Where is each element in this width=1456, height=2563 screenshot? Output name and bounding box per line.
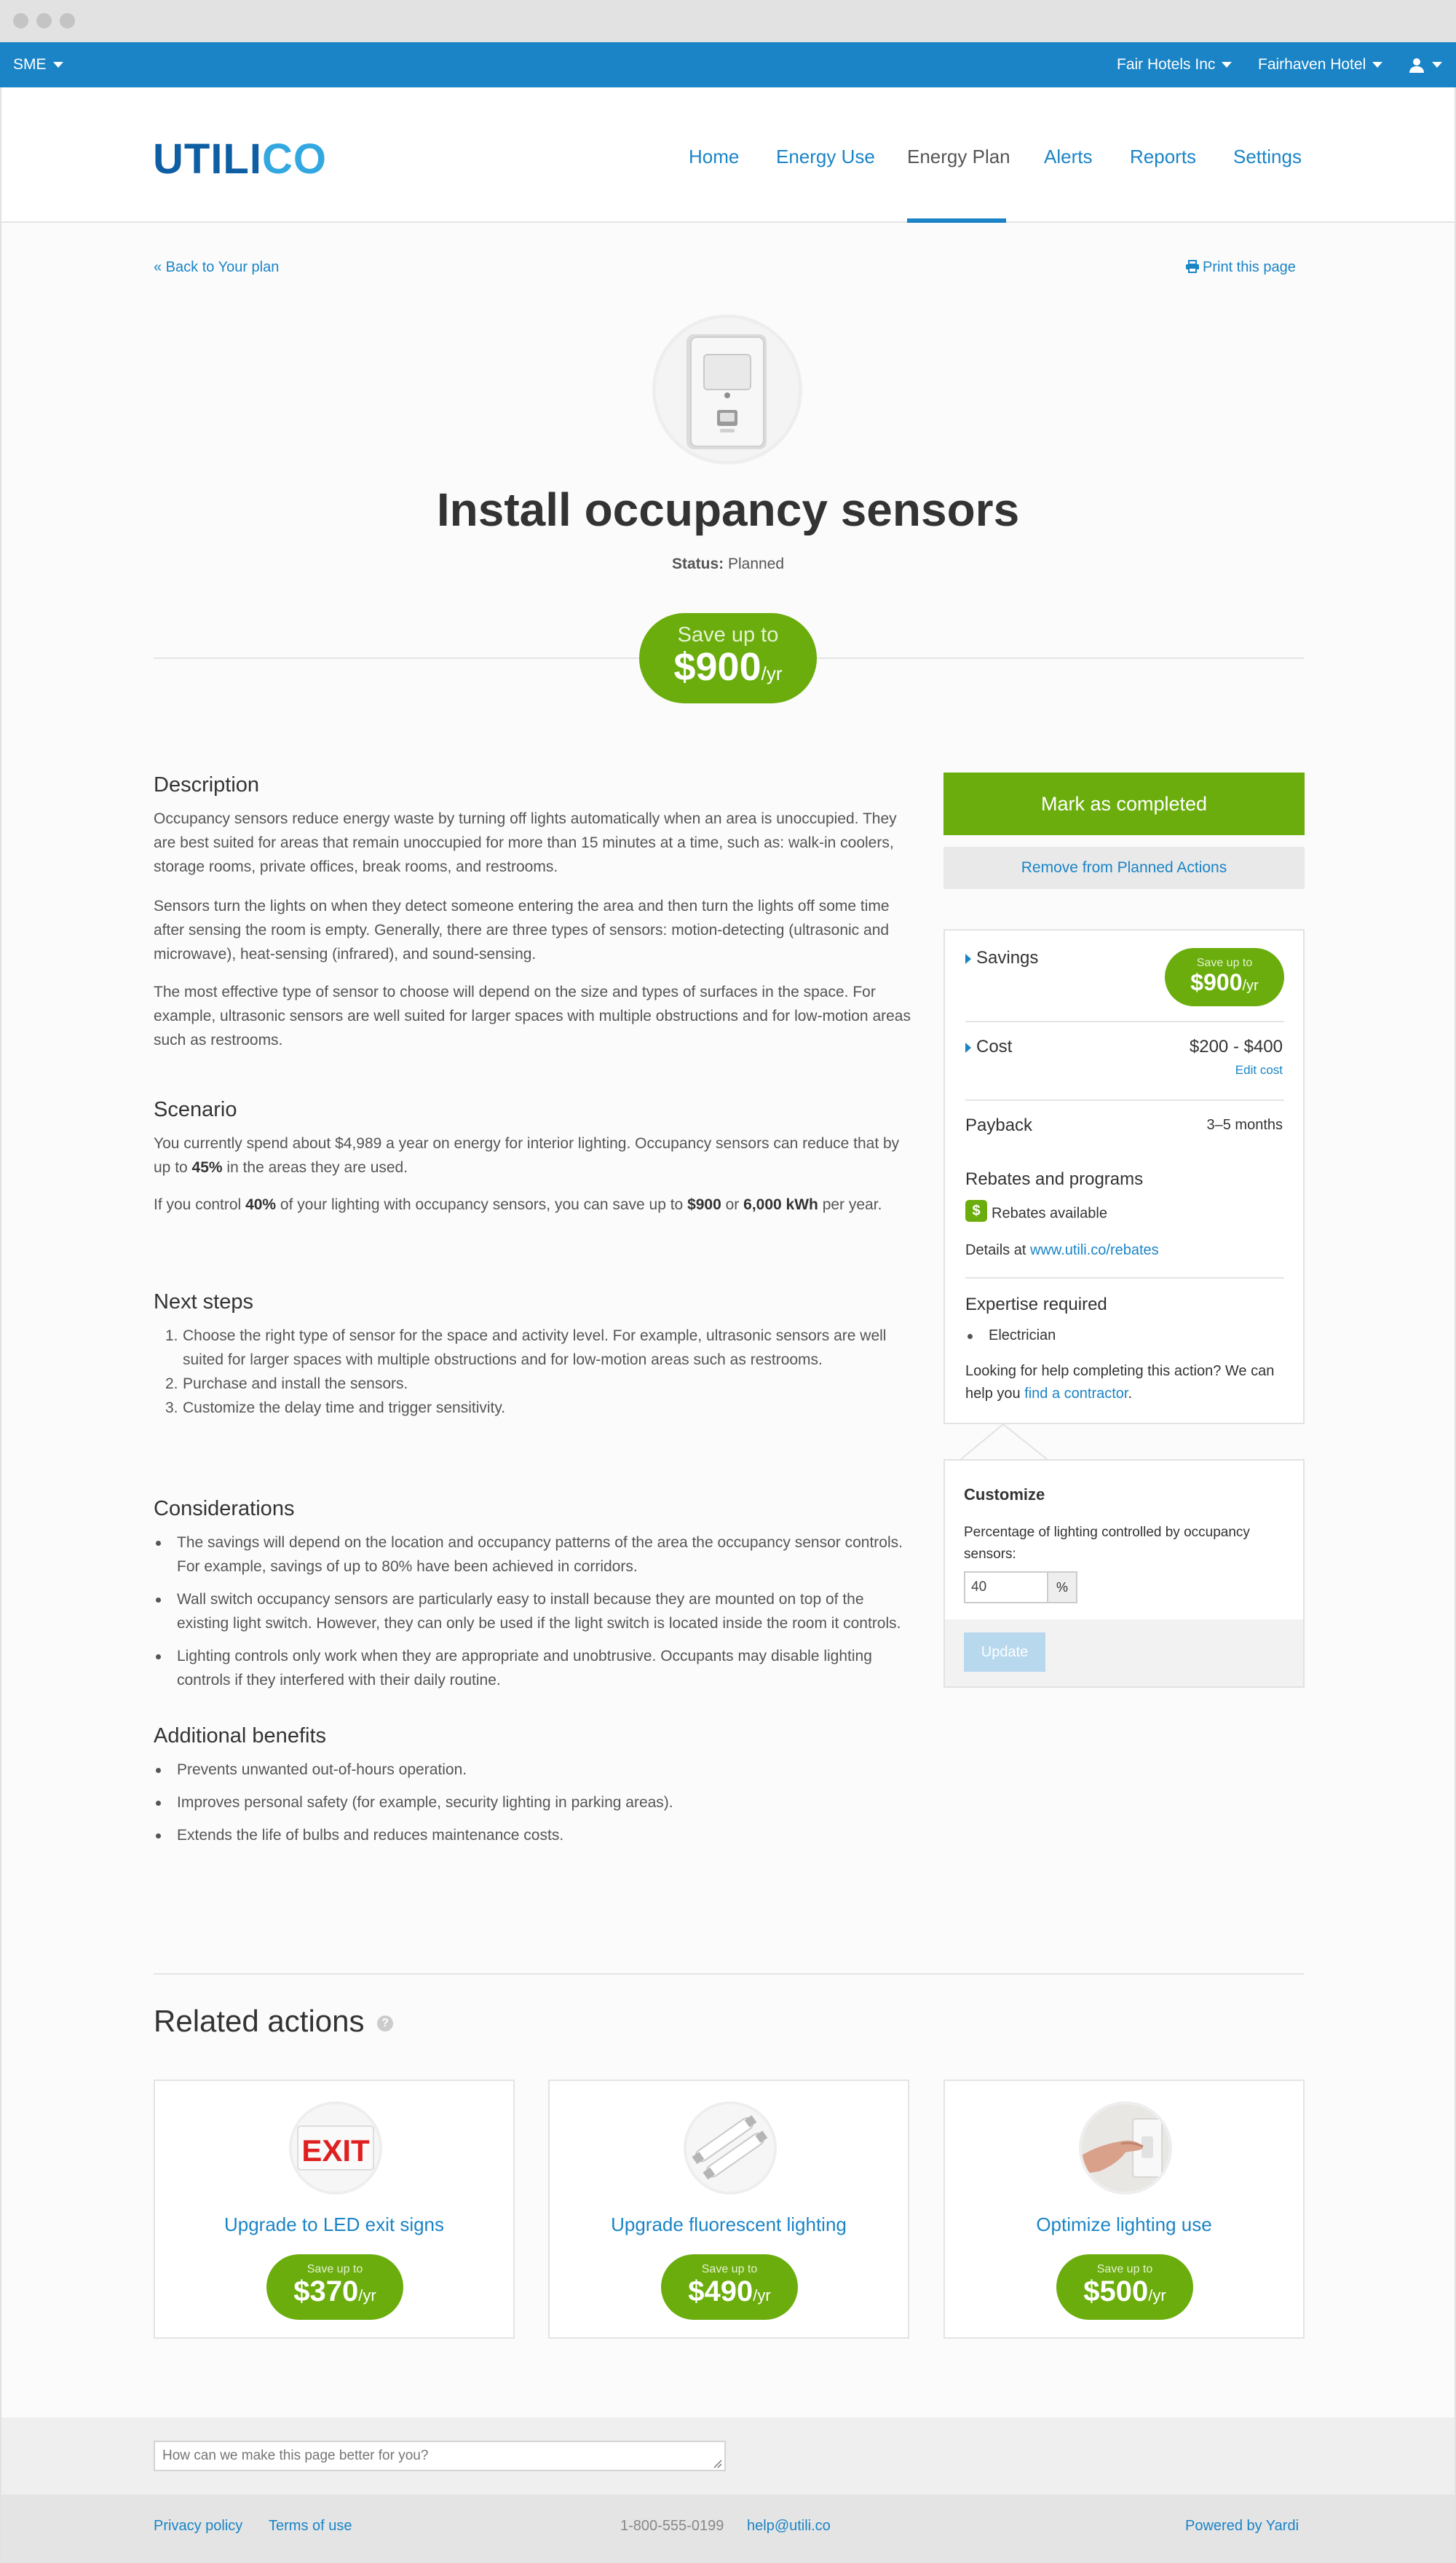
related-save-value: $370 (293, 2275, 359, 2307)
savings-badge (1165, 948, 1284, 1006)
feedback-textarea[interactable] (154, 2441, 726, 2471)
site-footer (1, 2495, 1455, 2563)
rebates-link[interactable]: www.utili.co/rebates (1029, 1242, 1159, 1258)
customize-panel (943, 1459, 1305, 1688)
related-save-amount (266, 2276, 403, 2311)
expertise-heading (965, 1295, 1283, 1315)
scenario-p1-percent: 45% (191, 1159, 223, 1176)
page (1, 87, 1455, 2563)
hero-save-unit: /yr (761, 663, 783, 684)
description-p1: Occupancy sensors reduce energy waste by turning off lights automatically when an area is unoccupied. They are best suited for areas that remain unoccupied for more than 15 minutes at a time, such as: walk-in coolers, storage rooms, private offices, break rooms, and restrooms. (154, 810, 897, 875)
payback-value: 3–5 months (1206, 1117, 1283, 1133)
callout-arrow-icon (961, 1423, 1048, 1461)
nav-active-indicator (907, 218, 1006, 223)
expand-arrow-icon (965, 954, 971, 964)
related-card-title[interactable]: Upgrade to LED exit signs (223, 2214, 445, 2235)
edit-cost-link[interactable]: Edit cost (1235, 1063, 1283, 1077)
property-menu[interactable] (1258, 42, 1382, 87)
divider (965, 1277, 1284, 1279)
nav-energy-plan[interactable]: Energy Plan (907, 146, 1010, 167)
find-contractor-link[interactable]: find a contractor (1024, 1386, 1128, 1402)
light-switch-hand-icon (1079, 2101, 1172, 2195)
expand-arrow-icon (965, 1043, 971, 1053)
nav-settings[interactable]: Settings (1233, 146, 1302, 167)
cost-row[interactable] (965, 1037, 1283, 1057)
list-item: Wall switch occupancy sensors are particularly easy to install because they are mounted on top of the existing light switch. However, they can only be used if the light switch is located inside the room it controls. (154, 1587, 914, 1635)
scenario-p2-text-a: If you control (154, 1196, 246, 1213)
chevron-down-icon (1372, 62, 1382, 68)
list-item: Lighting controls only work when they are appropriate and unobtrusive. Occupants may disable lighting controls if they interfered with their daily routine. (154, 1644, 914, 1692)
scenario-p2-kwh: 6,000 kWh (743, 1196, 818, 1213)
chevron-down-icon (1222, 62, 1232, 68)
savings-badge-unit: /yr (1242, 978, 1259, 994)
cost-label: Cost (976, 1037, 1013, 1057)
next-step-text: Customize the delay time and trigger sensitivity. (183, 1399, 506, 1416)
scenario-p2 (154, 1193, 914, 1217)
help-icon[interactable]: ? (377, 2015, 393, 2031)
fluorescent-tube-icon (684, 2101, 777, 2195)
status-line (1, 556, 1455, 573)
user-icon (1408, 56, 1425, 74)
related-card-fluorescent[interactable] (548, 2080, 909, 2339)
related-save-label: Save up to (1096, 2263, 1153, 2275)
scenario-p1 (154, 1132, 914, 1180)
payback-row (965, 1115, 1283, 1136)
hero-save-label: Save up to (677, 623, 779, 647)
related-card-title[interactable]: Optimize lighting use (1036, 2214, 1212, 2235)
terms-of-use-link[interactable]: Terms of use (269, 2518, 352, 2534)
related-save-value: $500 (1083, 2275, 1149, 2307)
related-card-savings (266, 2254, 403, 2320)
list-item: Extends the life of bulbs and reduces maintenance costs. (154, 1823, 914, 1847)
savings-badge-amount (1165, 970, 1284, 998)
related-card-title[interactable]: Upgrade fluorescent lighting (611, 2214, 847, 2235)
scenario-p2-text-e: or (721, 1196, 744, 1213)
update-button[interactable]: Update (964, 1632, 1045, 1672)
property-menu-label: Fairhaven Hotel (1258, 56, 1366, 73)
chevron-down-icon (1432, 62, 1442, 68)
scenario-p2-percent: 40% (245, 1196, 277, 1213)
savings-badge-value: $900 (1190, 969, 1243, 995)
nav-home[interactable]: Home (689, 146, 740, 167)
print-page-label: Print this page (1203, 259, 1296, 275)
hero-save-amount (639, 647, 817, 693)
window-chrome (0, 0, 1456, 42)
print-page-link[interactable] (1185, 259, 1296, 276)
list-item: 2. Purchase and install the sensors. (165, 1375, 408, 1392)
considerations-heading: Considerations (154, 1497, 295, 1520)
dollar-badge-icon: $ (965, 1200, 987, 1222)
rebates-details (965, 1242, 1283, 1259)
rebates-heading-label: Rebates and programs (965, 1169, 1144, 1189)
percentage-unit: % (1047, 1573, 1076, 1602)
related-heading-label: Related actions (154, 2004, 365, 2038)
occupancy-sensor-icon (656, 318, 799, 461)
savings-label: Savings (976, 948, 1039, 968)
related-card-savings (1056, 2254, 1193, 2320)
status-label: Status: (671, 556, 724, 572)
divider (965, 1099, 1284, 1101)
feedback-bar (1, 2417, 1455, 2495)
sme-menu-label: SME (13, 56, 47, 73)
related-save-unit: /yr (358, 2286, 376, 2305)
light-switch-hand-graphic (1082, 2104, 1169, 2192)
description-p3: The most effective type of sensor to choose will depend on the size and types of surfaces in the space. For example, ultrasonic sensors are well suited for larger spaces with multiple obstructions and for low-motion areas such as restrooms. (154, 984, 911, 1048)
list-item: The savings will depend on the location and occupancy patterns of the area the occupancy sensor controls. For example, savings of up to 80% have been achieved in corridors. (154, 1531, 914, 1579)
powered-by-link[interactable]: Powered by Yardi (1185, 2518, 1299, 2534)
related-divider (154, 1973, 1304, 1975)
hero-save-value: $900 (673, 645, 761, 689)
expertise-heading-label: Expertise required (965, 1295, 1107, 1314)
next-step-text: Purchase and install the sensors. (183, 1375, 408, 1392)
divider (965, 1021, 1284, 1022)
list-item: Improves personal safety (for example, security lighting in parking areas). (154, 1790, 914, 1814)
expertise-list (965, 1324, 1284, 1356)
related-heading (154, 2002, 393, 2040)
rebates-available-text: Rebates available (992, 1205, 1107, 1222)
scenario-p1-text-a: You currently spend about $4,989 a year on energy for interior lighting. Occupancy sensors can reduce that by up to (154, 1135, 900, 1176)
window-maximize-dot[interactable] (60, 13, 75, 28)
privacy-policy-link[interactable]: Privacy policy (154, 2518, 243, 2534)
fluorescent-tube-graphic (687, 2104, 774, 2192)
next-step-text: Choose the right type of sensor for the space and activity level. For example, ultrasonic sensors are well suited for larger spaces with multiple obstructions and for low-motion areas such as restrooms. (183, 1327, 887, 1368)
printer-icon (1185, 260, 1200, 273)
nav-reports[interactable]: Reports (1130, 146, 1197, 167)
window-close-dot[interactable] (13, 13, 28, 28)
help-text-a: Looking for help completing this action? We can help you (965, 1363, 1275, 1402)
logo-accent: CO (261, 135, 327, 183)
rebates-details-prefix: Details at (965, 1242, 1030, 1258)
related-save-label: Save up to (701, 2263, 758, 2275)
support-email-link[interactable]: help@utili.co (747, 2518, 831, 2534)
benefits-list (154, 1758, 914, 1856)
payback-label: Payback (965, 1115, 1033, 1135)
page-title: Install occupancy sensors (436, 483, 1020, 536)
window-minimize-dot[interactable] (36, 13, 52, 28)
list-item: 3. Customize the delay time and trigger sensitivity. (165, 1399, 506, 1416)
related-save-label: Save up to (306, 2263, 363, 2275)
related-save-amount (1056, 2276, 1193, 2311)
company-menu-label: Fair Hotels Inc (1117, 56, 1216, 73)
related-save-unit: /yr (1148, 2286, 1166, 2305)
percentage-input-group (964, 1571, 1077, 1603)
help-text-b: . (1128, 1386, 1133, 1402)
mark-completed-button[interactable]: Mark as completed (943, 773, 1305, 835)
exit-sign-graphic (292, 2104, 379, 2192)
rebates-available (965, 1203, 1283, 1225)
top-bar (0, 42, 1456, 87)
related-save-amount (661, 2276, 798, 2311)
resize-handle-icon[interactable] (713, 2460, 722, 2468)
user-menu[interactable] (1408, 42, 1442, 87)
rebates-heading (965, 1169, 1283, 1190)
logo-main: UTILI (153, 135, 262, 183)
company-menu[interactable] (1117, 42, 1232, 87)
related-card-led-exit[interactable] (154, 2080, 515, 2339)
exit-sign-text: EXIT (301, 2133, 370, 2168)
action-details-panel (943, 929, 1305, 1424)
percentage-input[interactable] (965, 1573, 1045, 1602)
sme-menu[interactable] (13, 42, 63, 87)
occupancy-sensor-image (652, 315, 802, 465)
scenario-heading: Scenario (154, 1098, 237, 1121)
exit-sign-icon (289, 2101, 382, 2195)
scenario-p2-text-g: per year. (818, 1196, 882, 1213)
list-item: Prevents unwanted out-of-hours operation. (154, 1758, 914, 1782)
cost-value: $200 - $400 (1189, 1037, 1283, 1057)
hero-savings-badge (639, 613, 817, 703)
scenario-p1-text-c: in the areas they are used. (222, 1159, 408, 1176)
status-value: Planned (727, 556, 785, 572)
next-steps-heading: Next steps (154, 1290, 253, 1314)
next-steps-list (154, 1324, 914, 1420)
customize-heading: Customize (964, 1485, 1045, 1504)
scenario-p2-text-c: of your lighting with occupancy sensors, you can save up to (276, 1196, 688, 1213)
utilico-logo[interactable] (153, 134, 327, 185)
support-phone: 1-800-555-0199 (620, 2518, 724, 2534)
nav-energy-use[interactable]: Energy Use (776, 146, 875, 167)
list-item: 1. Choose the right type of sensor for the space and activity level. For example, ultrasonic sensors are well suited for larger spaces with multiple obstructions and for low-motion areas such as restrooms. (165, 1327, 887, 1368)
nav-alerts[interactable]: Alerts (1044, 146, 1093, 167)
related-card-savings (661, 2254, 798, 2320)
savings-badge-label: Save up to (1196, 957, 1253, 969)
description-heading: Description (154, 773, 260, 797)
related-save-value: $490 (688, 2275, 753, 2307)
list-item: Electrician (965, 1324, 1284, 1348)
remove-planned-button[interactable]: Remove from Planned Actions (943, 847, 1305, 889)
site-header (1, 87, 1455, 223)
benefits-heading: Additional benefits (154, 1724, 326, 1748)
customize-label: Percentage of lighting controlled by occupancy sensors: (964, 1525, 1250, 1562)
related-card-optimize[interactable] (943, 2080, 1305, 2339)
description-p2: Sensors turn the lights on when they detect someone entering the area and then turn the lights off some time after sensing the room is empty. Generally, there are three types of sensors: motion-detecting (ultrasonic and microwave), heat-sensing (infrared), and sound-sensing. (154, 898, 890, 963)
scenario-p2-dollars: $900 (687, 1196, 721, 1213)
customize-footer (945, 1619, 1303, 1686)
back-to-plan-link[interactable]: « Back to Your plan (154, 259, 280, 275)
chevron-down-icon (53, 62, 63, 68)
help-text (965, 1360, 1283, 1405)
considerations-list (154, 1531, 914, 1701)
related-save-unit: /yr (753, 2286, 771, 2305)
